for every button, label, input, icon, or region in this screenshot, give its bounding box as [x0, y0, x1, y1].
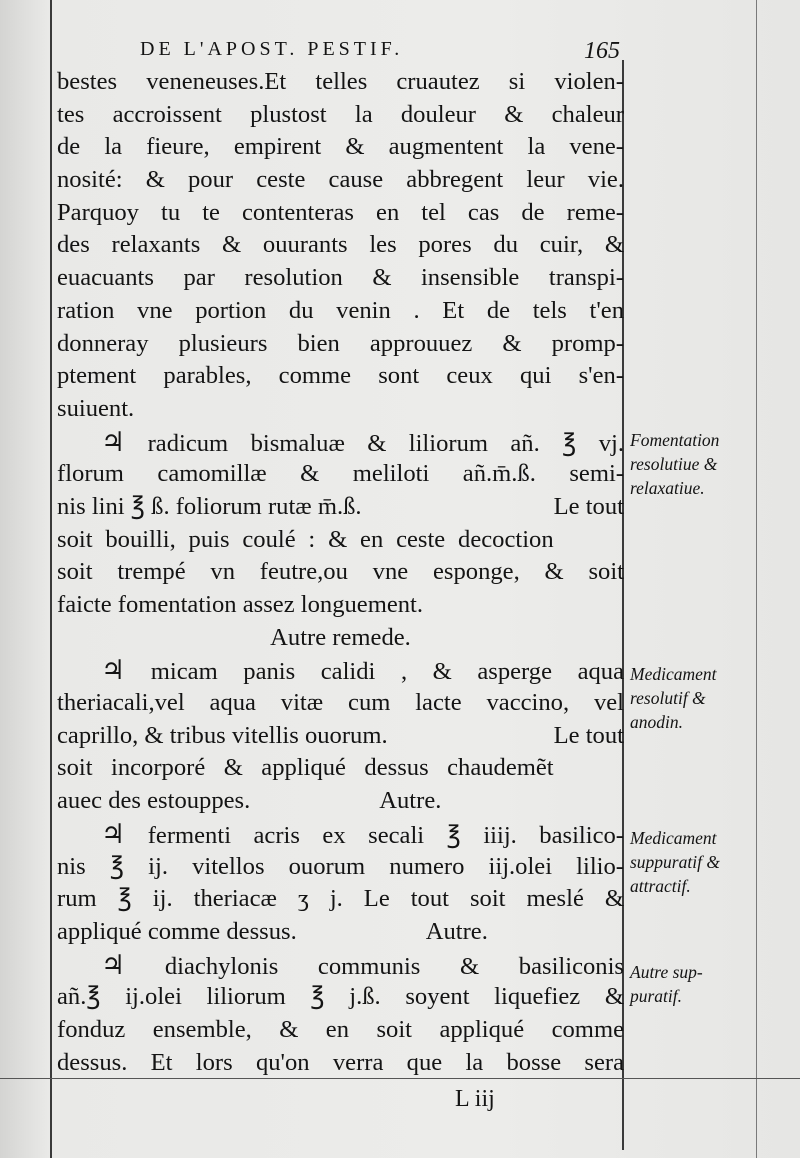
recipe-line: florum camomillæ & meliloti añ.m̄.ß. semi- [57, 460, 624, 488]
recipe-line: ♃ radicum bismaluæ & liliorum añ. ℥ vj. [101, 426, 624, 457]
margin-note: Fomentation resolutiue & relaxatiue. [630, 430, 720, 498]
recipe-symbol: ♃ [101, 818, 126, 849]
recipe-tail: Le tout [553, 492, 624, 520]
text-line: de la fieure, empirent & augmentent la vene- [57, 133, 624, 161]
recipe-symbol: ♃ [101, 426, 126, 457]
recipe-line: ♃ micam panis calidi , & asperge aqua [101, 655, 625, 686]
recipe-symbol: ♃ [101, 949, 126, 980]
section-heading: Autre. [379, 787, 442, 815]
recipe-line: theriacali,vel aqua vitæ cum lacte vaccino, vel [57, 689, 624, 717]
recipe-line: auec des estouppes. Autre. [57, 787, 442, 815]
section-heading: Autre remede. [270, 623, 411, 651]
recipe-line: nis ℥ ij. vitellos ouorum numero iij.olei lilio- [57, 852, 624, 880]
margin-note: Medicament suppuratif & attractif. [630, 828, 720, 896]
text-line: des relaxants & ouurants les pores du cuir, & [57, 231, 624, 259]
margin-note: Medicament resolutif & anodin. [630, 664, 717, 732]
recipe-line: ♃ diachylonis communis & basiliconis [101, 949, 624, 980]
recipe-line: fonduz ensemble, & en soit appliqué comme [57, 1015, 624, 1043]
text-line: suiuent. [57, 394, 135, 422]
recipe-line: soit incorporé & appliqué dessus chaudemẽt [57, 754, 554, 782]
recipe-line: soit bouilli, puis coulé : & en ceste decoction [57, 525, 554, 553]
text-line: ptement parables, comme sont ceux qui s'en- [57, 362, 624, 390]
page-number: 165 [584, 38, 620, 64]
running-title: DE L'APOST. PESTIF. [140, 38, 404, 60]
recipe-line: faicte fomentation assez longuement. [57, 591, 424, 618]
body-text [57, 66, 624, 1079]
recipe-line: añ.℥ ij.olei liliorum ℥ j.ß. soyent liquefiez & [57, 983, 624, 1011]
recipe-line: rum ℥ ij. theriacæ ʒ j. Le tout soit meslé & [57, 885, 624, 913]
section-heading: Autre. [425, 917, 488, 945]
text-line: bestes veneneuses.Et telles cruautez si violen- [57, 68, 624, 95]
text-line: donneray plusieurs bien approuuez & promp- [57, 329, 624, 357]
recipe-line: appliqué comme dessus. Autre. [57, 917, 488, 945]
left-rule [50, 0, 52, 1158]
recipe-line: dessus. Et lors qu'on verra que la bosse sera [57, 1048, 624, 1076]
recipe-line: caprillo, & tribus vitellis ouorum. Le tout [57, 720, 624, 753]
recipe-line: nis lini ℥ ß. foliorum rutæ m̄.ß. Le tout [57, 491, 624, 524]
signature-mark: L iij [455, 1086, 495, 1112]
text-line: Parquoy tu te contenteras en tel cas de reme- [57, 198, 624, 226]
recipe-tail: Le tout [553, 721, 624, 749]
text-line: nosité: & pour ceste cause abbregent leur vie. [57, 166, 624, 194]
margin-note: Autre sup- puratif. [630, 962, 703, 1006]
text-line: ration vne portion du venin . Et de tels t'en [57, 296, 624, 324]
recipe-symbol: ♃ [101, 655, 126, 686]
text-line: tes accroissent plustost la douleur & chaleur [57, 100, 624, 128]
recipe-line: soit trempé vn feutre,ou vne esponge, & soit [57, 558, 624, 586]
text-line: euacuants par resolution & insensible transpi- [57, 264, 624, 292]
running-head [140, 38, 620, 68]
recipe-line: ♃ fermenti acris ex secali ℥ iiij. basilico- [101, 818, 624, 849]
